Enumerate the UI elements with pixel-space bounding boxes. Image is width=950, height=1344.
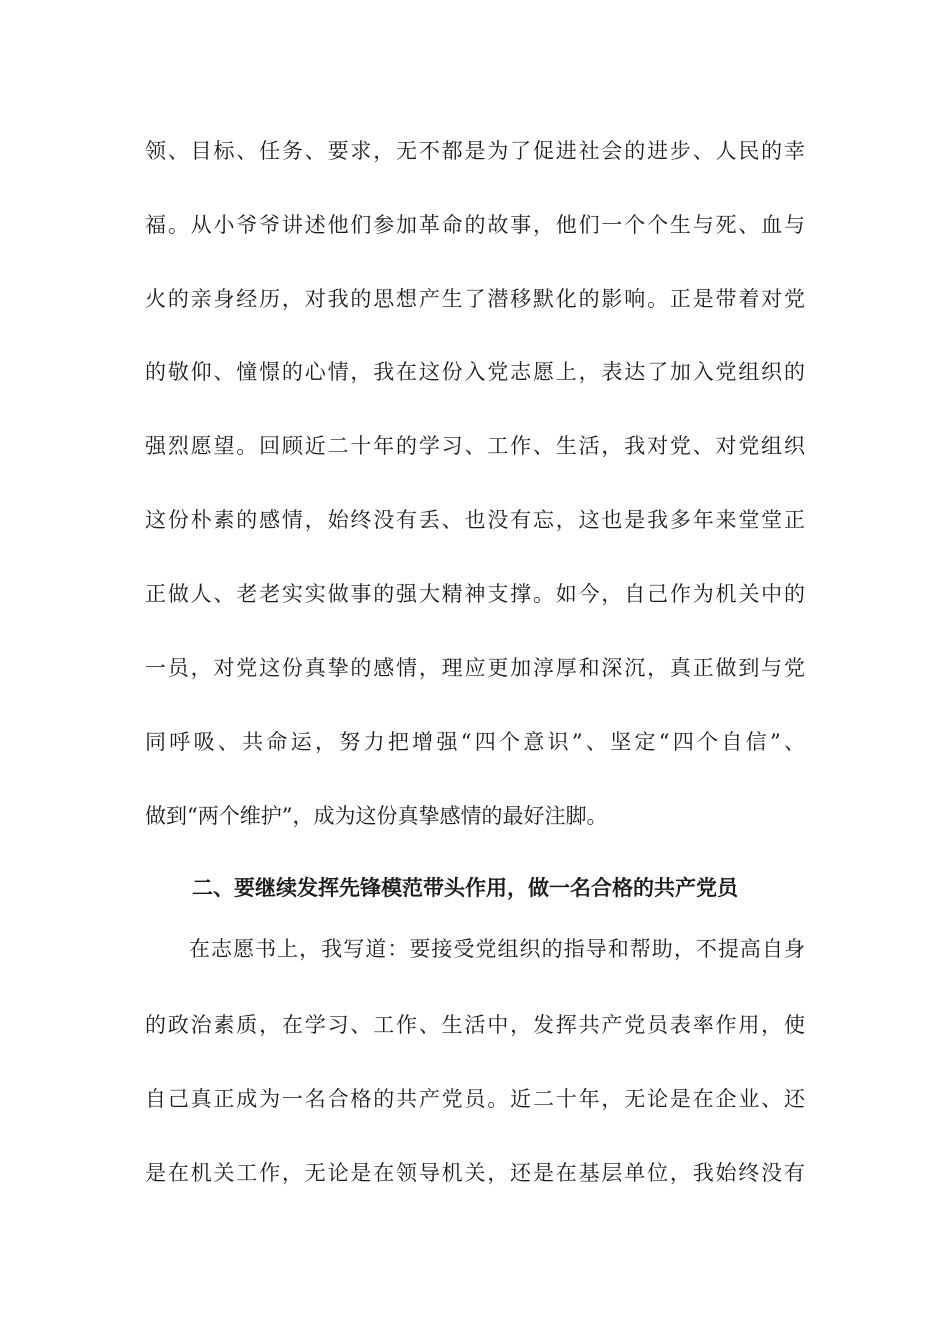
paragraph-line: 领、目标、任务、要求，无不都是为了促进社会的进步、人民的幸 (145, 139, 805, 163)
paragraph-line: 福。从小爷爷讲述他们参加革命的故事，他们一个个生与死、血与 (145, 213, 805, 237)
paragraph-line: 是在机关工作，无论是在领导机关，还是在基层单位，我始终没有 (145, 1161, 805, 1185)
paragraph-line: 一员，对党这份真挚的感情，理应更加淳厚和深沉，真正做到与党 (145, 656, 805, 680)
paragraph-line: 做到“两个维护”，成为这份真挚感情的最好注脚。 (145, 804, 608, 828)
paragraph-line: 在志愿书上，我写道：要接受党组织的指导和帮助，不提高自身 (189, 937, 805, 961)
paragraph-line: 的政治素质，在学习、工作、生活中，发挥共产党员表率作用，使 (145, 1013, 805, 1037)
paragraph-line: 同呼吸、共命运，努力把增强“四个意识”、坚定“四个自信”、 (145, 730, 805, 754)
paragraph-line: 的敬仰、憧憬的心情，我在这份入党志愿上，表达了加入党组织的 (145, 360, 805, 384)
section-heading: 二、要继续发挥先锋模范带头作用，做一名合格的共产党员 (192, 876, 738, 900)
paragraph-line: 火的亲身经历，对我的思想产生了潜移默化的影响。正是带着对党 (145, 287, 805, 311)
paragraph-line: 自己真正成为一名合格的共产党员。近二十年，无论是在企业、还 (145, 1087, 805, 1111)
paragraph-line: 这份朴素的感情，始终没有丢、也没有忘，这也是我多年来堂堂正 (145, 508, 805, 532)
paragraph-line: 强烈愿望。回顾近二十年的学习、工作、生活，我对党、对党组织 (145, 434, 805, 458)
paragraph-line: 正做人、老老实实做事的强大精神支撑。如今，自己作为机关中的 (145, 582, 805, 606)
